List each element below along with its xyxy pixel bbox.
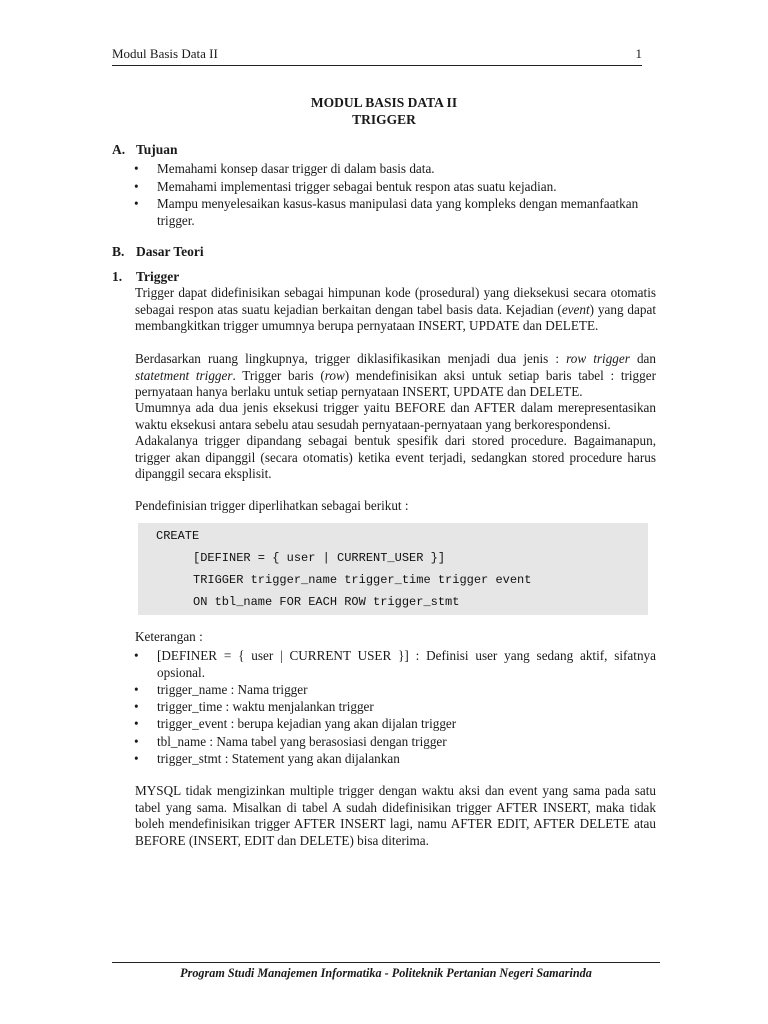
bullet-icon: • xyxy=(134,648,139,663)
paragraph-classification: Berdasarkan ruang lingkupnya, trigger diklasifikasikan menjadi dua jenis : row trigger dan statetment trigger. Trigger baris (row) mendefinisikan aksi untuk setiap baris tabel : trigger pernyataan hanya berlaku untuk setiap pernyataan INSERT, UPDATE dan DELETE. xyxy=(135,351,657,399)
page-number: 1 xyxy=(635,46,642,61)
bullet-icon: • xyxy=(134,699,139,714)
code-line: CREATE xyxy=(156,529,200,543)
bullet-icon: • xyxy=(134,161,139,176)
list-item: • trigger_event : berupa kejadian yang akan dijalan trigger xyxy=(134,716,457,731)
page-header xyxy=(112,46,642,66)
paragraph-definition: Trigger dapat didefinisikan sebagai himpunan kode (prosedural) yang dieksekusi secara otomatis sebagai respon atas suatu kejadian berkaitan dengan tabel basis data. Kejadian (event) yang dapat membangkitkan trigger umumnya berupa pernyataan INSERT, UPDATE dan DELETE. xyxy=(135,285,656,333)
bullet-icon: • xyxy=(134,751,139,766)
header-title: Modul Basis Data II xyxy=(112,46,218,61)
list-item: • trigger_time : waktu menjalankan trigger xyxy=(134,699,374,714)
bullet-icon: • xyxy=(134,734,139,749)
list-item: • trigger_name : Nama trigger xyxy=(134,682,308,697)
paragraph-execution: Umumnya ada dua jenis eksekusi trigger yaitu BEFORE dan AFTER dalam merepresentasikan waktu eksekusi antara sebelu atau sesudah pernyataan-pernyataan yang berkorespondensi. xyxy=(135,400,656,432)
bullet-icon: • xyxy=(134,196,139,211)
code-line: [DEFINER = { user | CURRENT_USER }] xyxy=(193,551,446,565)
list-item: • trigger_stmt : Statement yang akan dijalankan xyxy=(134,751,400,766)
bullet-icon: • xyxy=(134,716,139,731)
paragraph-definition-intro: Pendefinisian trigger diperlihatkan sebagai berikut : xyxy=(135,498,409,513)
code-line: ON tbl_name FOR EACH ROW trigger_stmt xyxy=(193,595,460,609)
paragraph-stored-procedure: Adakalanya trigger dipandang sebagai bentuk spesifik dari stored procedure. Bagaimanapun, trigger akan dipanggil (secara otomatis) ketika event terjadi, sedangkan stored procedure harus dipanggil secara eksplisit. xyxy=(135,433,656,481)
section-a-number: A. xyxy=(112,142,126,157)
page-footer: Program Studi Manajemen Informatika - Politeknik Pertanian Negeri Samarinda xyxy=(112,962,660,981)
list-item: • [DEFINER = { user | CURRENT USER }] : Definisi user yang sedang aktif, sifatnya opsional. xyxy=(134,648,656,680)
section-a-title: Tujuan xyxy=(136,142,178,157)
section-1-heading xyxy=(112,269,179,285)
title-line-1: MODUL BASIS DATA II xyxy=(310,95,458,110)
list-item: • Memahami implementasi trigger sebagai bentuk respon atas suatu kejadian. xyxy=(134,179,557,194)
bullet-icon: • xyxy=(134,682,139,697)
section-b-number: B. xyxy=(112,244,125,259)
code-block xyxy=(138,523,648,615)
keterangan-label: Keterangan : xyxy=(135,629,203,644)
section-1-title: Trigger xyxy=(136,269,180,284)
list-item: • Memahami konsep dasar trigger di dalam basis data. xyxy=(134,161,435,176)
bullet-icon: • xyxy=(134,179,139,194)
list-item: • Mampu menyelesaikan kasus-kasus manipulasi data yang kompleks dengan memanfaatkan trigger. xyxy=(134,196,639,228)
document-title xyxy=(0,94,768,128)
title-line-2: TRIGGER xyxy=(352,112,416,127)
code-line: TRIGGER trigger_name trigger_time trigger event xyxy=(193,573,532,587)
section-1-number: 1. xyxy=(112,269,123,284)
section-a-heading xyxy=(112,142,178,158)
list-item: • tbl_name : Nama tabel yang berasosiasi dengan trigger xyxy=(134,734,447,749)
section-b-heading xyxy=(112,244,204,260)
paragraph-mysql-note: MYSQL tidak mengizinkan multiple trigger dengan waktu aksi dan event yang sama pada satu tabel yang sama. Misalkan di tabel A sudah didefinisikan trigger AFTER INSERT, maka tidak boleh mendefinisikan trigger AFTER INSERT lagi, namu AFTER EDIT, AFTER DELETE atau BEFORE (INSERT, EDIT dan DELETE) bisa diterima. xyxy=(135,783,656,848)
section-b-title: Dasar Teori xyxy=(136,244,204,259)
